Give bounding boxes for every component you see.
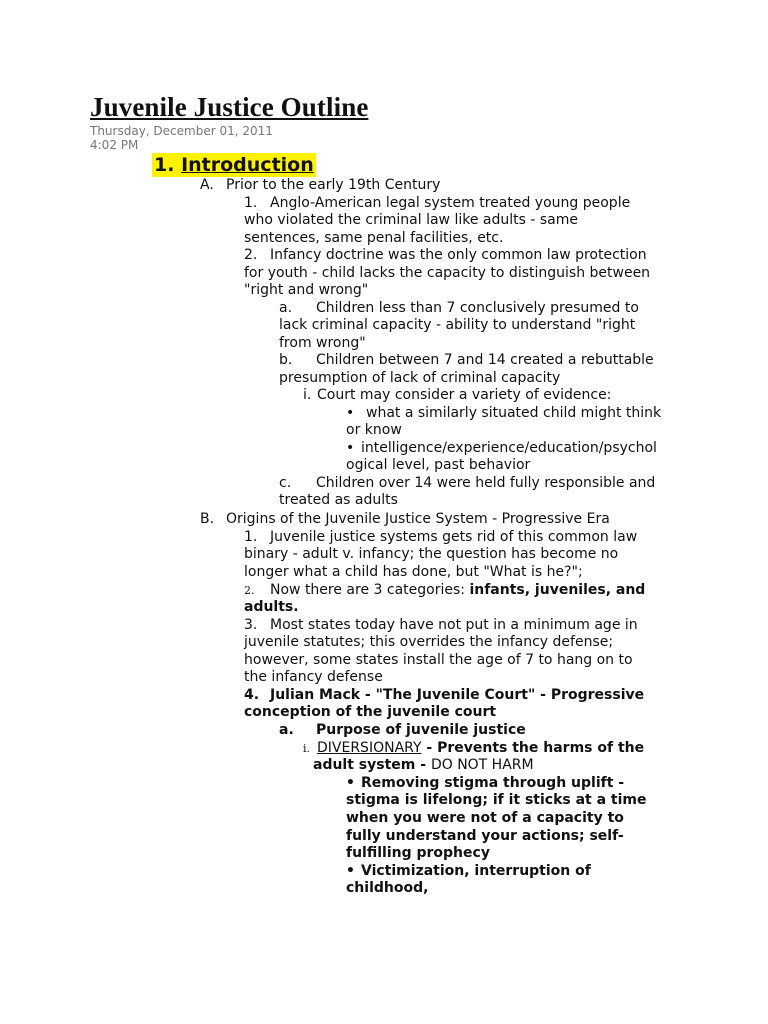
list-marker: b.: [279, 352, 293, 368]
bullet-item: [346, 863, 591, 881]
outline-continuation: adults.: [244, 599, 299, 615]
list-item-emphasis: infants, juveniles, and: [469, 582, 646, 598]
bullet-icon: •: [346, 775, 355, 791]
outline-continuation: ogical level, past behavior: [346, 457, 531, 473]
list-marker: 4.: [244, 687, 260, 703]
list-item-text: Removing stigma through uplift -: [361, 775, 625, 791]
section-number: 1.: [154, 154, 175, 176]
list-marker: 1.: [244, 529, 258, 545]
outline-item-A2c: [279, 475, 655, 493]
continuation-plain: DO NOT HARM: [430, 757, 534, 773]
list-marker: c.: [279, 475, 292, 491]
list-marker: 2.: [244, 247, 258, 263]
outline-item-B4a: [279, 722, 526, 740]
outline-item-A2bi: [303, 387, 611, 405]
bullet-icon: •: [346, 405, 355, 421]
outline-continuation: when you were not of a capacity to: [346, 810, 624, 826]
outline-item-B: [200, 511, 610, 529]
outline-continuation: lack criminal capacity - ability to understand "right: [279, 317, 636, 333]
list-item-text: Julian Mack - "The Juvenile Court" - Progressive: [270, 687, 645, 703]
list-marker: i.: [303, 742, 311, 755]
list-marker: i.: [303, 387, 312, 403]
continuation-bold: adult system -: [313, 757, 431, 773]
list-item-text: Court may consider a variety of evidence:: [317, 387, 612, 403]
list-item-text: - Prevents the harms of the: [421, 740, 645, 756]
list-marker: B.: [200, 511, 215, 527]
outline-item-A2: [244, 247, 647, 265]
outline-continuation: or know: [346, 422, 402, 438]
bullet-item: [346, 405, 661, 423]
outline-continuation: [313, 757, 534, 775]
outline-continuation: from wrong": [279, 335, 366, 351]
list-item-text: Infancy doctrine was the only common law protection: [270, 247, 647, 263]
outline-continuation: childhood,: [346, 880, 429, 896]
list-item-text: Children between 7 and 14 created a rebuttable: [316, 352, 654, 368]
list-marker: a.: [279, 300, 293, 316]
list-item-text: Anglo-American legal system treated young people: [270, 195, 631, 211]
list-item-text: Most states today have not put in a minimum age in: [270, 617, 638, 633]
outline-item-A: [200, 177, 440, 195]
list-item-text: Purpose of juvenile justice: [316, 722, 526, 738]
outline-item-A2b: [279, 352, 654, 370]
outline-continuation: fulfilling prophecy: [346, 845, 490, 861]
outline-continuation: however, some states install the age of 7 to hang on to: [244, 652, 633, 668]
outline-continuation: juvenile statutes; this overrides the infancy defense;: [244, 634, 614, 650]
page-time: 4:02 PM: [90, 138, 139, 152]
bullet-icon: •: [346, 863, 355, 879]
list-marker: 1.: [244, 195, 258, 211]
bullet-item: [346, 440, 657, 458]
outline-item-B2: [244, 582, 645, 600]
page-title: Juvenile Justice Outline: [90, 92, 369, 122]
list-item-text: Children over 14 were held fully responsible and: [316, 475, 656, 491]
outline-continuation: sentences, same penal facilities, etc.: [244, 230, 504, 246]
list-item-text: Origins of the Juvenile Justice System - Progressive Era: [226, 511, 610, 527]
list-item-text: Victimization, interruption of: [361, 863, 591, 879]
outline-continuation: who violated the criminal law like adults - same: [244, 212, 578, 228]
list-item-text: intelligence/experience/education/psychol: [361, 440, 657, 456]
page-date: Thursday, December 01, 2011: [90, 124, 273, 138]
list-item-text: Now there are 3 categories:: [270, 582, 470, 598]
list-marker: A.: [200, 177, 214, 193]
list-item-text: Prior to the early 19th Century: [226, 177, 441, 193]
outline-continuation: presumption of lack of criminal capacity: [279, 370, 561, 386]
outline-continuation: treated as adults: [279, 492, 398, 508]
outline-continuation: binary - adult v. infancy; the question has become no: [244, 546, 619, 562]
bullet-item: [346, 775, 624, 793]
list-item-text: Children less than 7 conclusively presumed to: [316, 300, 639, 316]
outline-continuation: conception of the juvenile court: [244, 704, 497, 720]
section-heading-introduction: [152, 153, 316, 177]
list-item-text: Juvenile justice systems gets rid of this common law: [270, 529, 638, 545]
keyword: DIVERSIONARY: [317, 740, 422, 756]
bullet-icon: •: [346, 440, 355, 456]
outline-item-B4: [244, 687, 644, 705]
outline-item-A1: [244, 195, 630, 213]
outline-continuation: the infancy defense: [244, 669, 383, 685]
section-label: Introduction: [181, 154, 314, 176]
list-marker: 2.: [244, 584, 255, 597]
outline-continuation: longer what a child has done, but "What is he?";: [244, 564, 583, 580]
outline-continuation: "right and wrong": [244, 282, 369, 298]
outline-continuation: stigma is lifelong; if it sticks at a time: [346, 792, 647, 808]
outline-continuation: fully understand your actions; self-: [346, 828, 624, 844]
outline-continuation: for youth - child lacks the capacity to distinguish between: [244, 265, 651, 281]
list-marker: 3.: [244, 617, 258, 633]
outline-item-B3: [244, 617, 638, 635]
outline-item-B1: [244, 529, 637, 547]
list-marker: a.: [279, 722, 294, 738]
list-item-text: what a similarly situated child might think: [366, 405, 662, 421]
outline-item-A2a: [279, 300, 639, 318]
outline-item-B4ai: [303, 740, 644, 758]
